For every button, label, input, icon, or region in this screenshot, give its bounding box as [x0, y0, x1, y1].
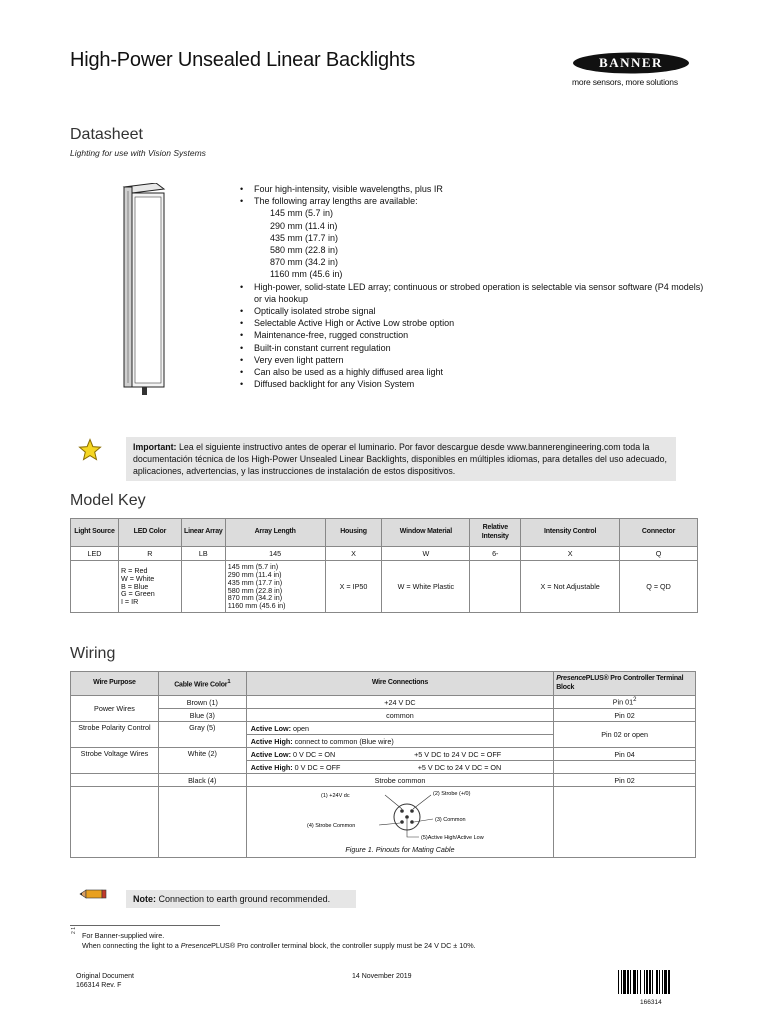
wiring-table [70, 671, 696, 858]
barcode-bar [623, 970, 626, 994]
col-intensity-control: Intensity Control [521, 519, 620, 547]
doc-original: Original Document [76, 973, 134, 980]
wiring-row-brown [71, 696, 696, 709]
purpose-empty [71, 774, 159, 787]
footnote-divider [70, 925, 220, 926]
datasheet-subtitle: Lighting for use with Vision Systems [70, 148, 206, 158]
feature-item: • Can also be used as a highly diffused area light [238, 366, 708, 378]
doc-date: 14 November 2019 [352, 973, 412, 980]
note-text: Connection to earth ground recommended. [158, 894, 331, 904]
product-image [118, 183, 170, 397]
svg-text:(1) +24V dc: (1) +24V dc [320, 793, 350, 799]
col-terminal-block: PresencePLUS® Pro Controller Terminal Block [554, 672, 696, 696]
footnote-2: When connecting the light to a PresencePLUS® Pro controller terminal block, the controller supply must be 24 V DC ± 10%. [82, 941, 476, 950]
example-cell: X [521, 547, 620, 561]
option-light-source [71, 561, 119, 613]
conn-white-low: Active Low: 0 V DC = ON +5 V DC to 24 V DC = OFF [246, 748, 553, 761]
example-cell: LED [71, 547, 119, 561]
svg-text:(5)Active High/Active Low: (5)Active High/Active Low [420, 835, 484, 841]
part-number: 166314 [640, 999, 662, 1006]
feature-subitem: 290 mm (11.4 in) [270, 220, 338, 231]
barcode-bar [649, 970, 651, 994]
col-cable-wire-color: Cable Wire Color$^1$ [158, 672, 246, 696]
footnote-marks: 2 1 [71, 927, 77, 934]
wiring-row-blue [71, 709, 696, 722]
note-label: Note: [133, 894, 156, 904]
option-linear-array [181, 561, 225, 613]
pencil-icon [78, 887, 108, 901]
option-control: X = Not Adjustable [521, 561, 620, 613]
pin-blue: Pin 02 [554, 709, 696, 722]
col-array-length: Array Length [225, 519, 325, 547]
pinout-diagram [246, 787, 553, 858]
color-blue: Blue (3) [158, 709, 246, 722]
col-connector: Connector [620, 519, 698, 547]
barcode-bar [659, 970, 660, 994]
option-led-color: R = Red W = White B = Blue G = Green I = IR [118, 561, 181, 613]
option-housing: X = IP50 [325, 561, 382, 613]
purpose-polarity: Strobe Polarity Control [71, 722, 159, 748]
brand-wordmark: BANNER [599, 55, 663, 70]
feature-item: • The following array lengths are available: [238, 195, 708, 207]
feature-subitem: 1160 mm (45.6 in) [270, 269, 343, 280]
wiring-heading: Wiring [70, 645, 116, 662]
barcode-bar [656, 970, 658, 994]
diagram-empty-left [71, 787, 159, 858]
wiring-row-white-low [71, 748, 696, 761]
wiring-row-gray-low [71, 722, 696, 735]
col-window-material: Window Material [382, 519, 470, 547]
model-key-header-row [71, 519, 698, 547]
conn-brown: +24 V DC [246, 696, 553, 709]
star-icon [78, 438, 102, 462]
feature-subitem: 435 mm (17.7 in) [270, 232, 339, 243]
conn-gray-low: Active Low: open [246, 722, 553, 735]
feature-item: • Diffused backlight for any Vision System [238, 378, 708, 390]
important-text: Lea el siguiente instructivo antes de operar el luminario. Por favor descargue desde www.bannerengineering.com toda la documentación técnica de los High-Power Unsealed Linear Backlights, disponibles en múltiples idiomas, para detalles del uso adecuado, aplicaciones, advertencias, y las instrucciones de instalación de estos dispositivos. [133, 442, 667, 476]
option-window: W = White Plastic [382, 561, 470, 613]
option-array-length: 145 mm (5.7 in) 290 mm (11.4 in) 435 mm (17.7 in) 580 mm (22.8 in) 870 mm (34.2 in) 1160 mm (45.6 in) [225, 561, 325, 613]
barcode-bar [640, 970, 641, 994]
feature-item: • High-power, solid-state LED array; continuous or strobed operation is selectable via sensor software (P4 models) or via hookup [238, 281, 708, 305]
feature-list [238, 183, 708, 390]
pin-white-empty [554, 761, 696, 774]
example-cell: R [118, 547, 181, 561]
barcode-bar [633, 970, 636, 994]
datasheet-heading: Datasheet [70, 126, 143, 143]
page-title: High-Power Unsealed Linear Backlights [70, 49, 416, 71]
pin-black: Pin 02 [554, 774, 696, 787]
pin-brown: Pin $01^2$ [554, 696, 696, 709]
model-key-table [70, 518, 698, 613]
barcode [618, 970, 694, 994]
footnote-1: For Banner-supplied wire. [82, 931, 165, 940]
conn-blue: common [246, 709, 553, 722]
barcode-bar [630, 970, 631, 994]
svg-text:(4) Strobe Common: (4) Strobe Common [306, 823, 355, 829]
col-light-source: Light Source [71, 519, 119, 547]
feature-item: • Four high-intensity, visible wavelengths, plus IR [238, 183, 708, 195]
banner-logo [572, 52, 690, 87]
svg-text:(2) Strobe (+/0): (2) Strobe (+/0) [432, 791, 471, 797]
color-black: Black (4) [158, 774, 246, 787]
feature-item: • Built-in constant current regulation [238, 342, 708, 354]
feature-item: • Maintenance-free, rugged construction [238, 329, 708, 341]
conn-black: Strobe common [246, 774, 553, 787]
diagram-empty-pin [554, 787, 696, 858]
conn-white-high: Active High: 0 V DC = OFF +5 V DC to 24 V DC = ON [246, 761, 553, 774]
col-relative-intensity: Relative Intensity [470, 519, 521, 547]
color-white: White (2) [158, 748, 246, 774]
barcode-bar [627, 970, 629, 994]
color-gray: Gray (5) [158, 722, 246, 748]
barcode-bar [646, 970, 648, 994]
diagram-empty-color [158, 787, 246, 858]
important-notice [126, 437, 676, 481]
doc-revision: 166314 Rev. F [76, 981, 122, 989]
example-cell: LB [181, 547, 225, 561]
example-cell: W [382, 547, 470, 561]
col-wire-connections: Wire Connections [246, 672, 553, 696]
option-intensity [470, 561, 521, 613]
feature-item: • Very even light pattern [238, 354, 708, 366]
purpose-strobe-voltage: Strobe Voltage Wires [71, 748, 159, 774]
pin-gray: Pin 02 or open [554, 722, 696, 748]
wiring-row-diagram [71, 787, 696, 858]
note-box [126, 890, 356, 908]
barcode-bar [664, 970, 667, 994]
connector-pinout-icon [307, 789, 507, 845]
barcode-bar [637, 970, 638, 994]
col-wire-purpose: Wire Purpose [71, 672, 159, 696]
barcode-bar [662, 970, 663, 994]
example-cell: 145 [225, 547, 325, 561]
model-key-heading: Model Key [70, 492, 146, 509]
col-linear-array: Linear Array [181, 519, 225, 547]
footnotes [82, 931, 476, 951]
col-led-color: LED Color [118, 519, 181, 547]
conn-gray-high: Active High: connect to common (Blue wire) [246, 735, 553, 748]
barcode-bar [618, 970, 619, 994]
example-cell: X [325, 547, 382, 561]
wiring-row-black [71, 774, 696, 787]
barcode-bar [644, 970, 645, 994]
feature-subitem: 870 mm (34.2 in) [270, 257, 339, 268]
barcode-bar [621, 970, 622, 994]
pin-white: Pin 04 [554, 748, 696, 761]
brand-tagline: more sensors, more solutions [572, 77, 678, 87]
option-connector: Q = QD [620, 561, 698, 613]
figure-caption: Figure 1. Pinouts for Mating Cable [345, 845, 455, 854]
model-key-options-row [71, 561, 698, 613]
feature-subitem: 580 mm (22.8 in) [270, 245, 339, 256]
wiring-header-row [71, 672, 696, 696]
barcode-bar [668, 970, 670, 994]
purpose-power: Power Wires [71, 696, 159, 722]
model-key-example-row [71, 547, 698, 561]
svg-text:(3) Common: (3) Common [434, 817, 466, 823]
feature-item: • Optically isolated strobe signal [238, 305, 708, 317]
color-brown: Brown (1) [158, 696, 246, 709]
col-housing: Housing [325, 519, 382, 547]
banner-logo-icon [572, 52, 690, 74]
feature-item: • Selectable Active High or Active Low strobe option [238, 317, 708, 329]
document-info [76, 973, 134, 990]
feature-subitem: 145 mm (5.7 in) [270, 208, 334, 219]
example-cell: Q [620, 547, 698, 561]
important-label: Important: [133, 442, 177, 452]
barcode-bar [652, 970, 653, 994]
example-cell: 6- [470, 547, 521, 561]
